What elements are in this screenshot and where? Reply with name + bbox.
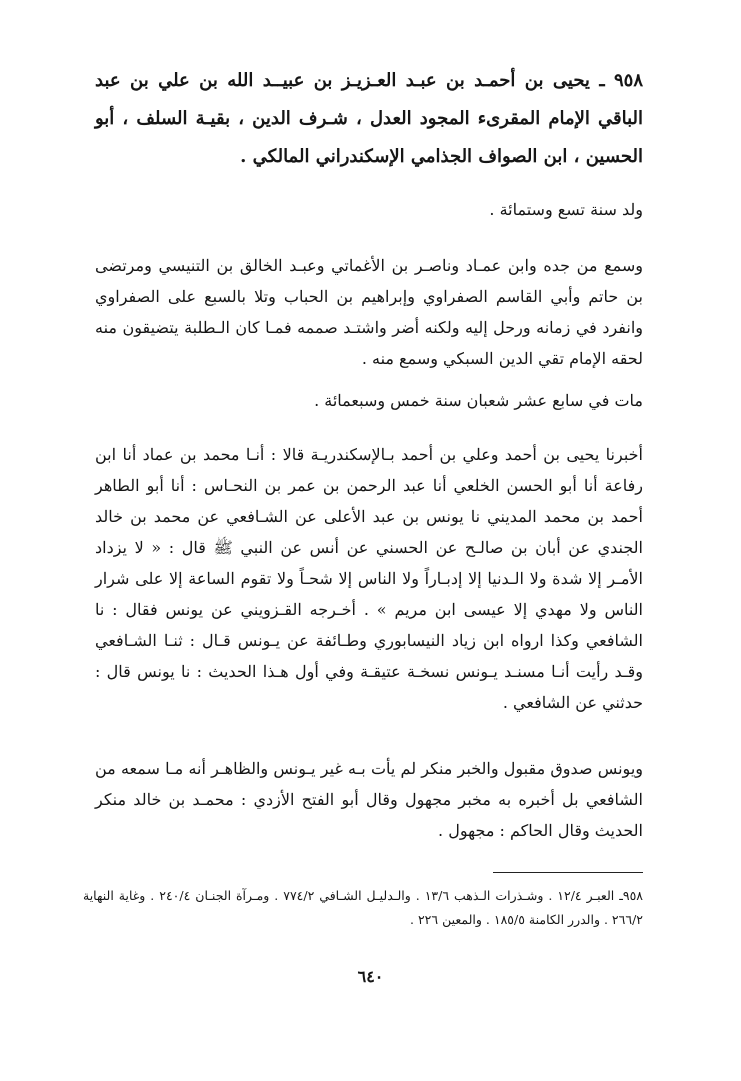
biography-paragraph: وسمع من جده وابن عمـاد وناصـر بن الأغماتي وعبـد الخالق بن التنيسي ومرتضى بن حاتم وأبي القاسم الصفراوي وإبراهيم بن الحباب وتلا بالسبع على الصفراوي وانفرد في زمانه ورحل إليه ولكنه أضر واشتـد صممه فمـا كان الـطلبة يتضيقون منه لحقه الإمام تقي الدين السبكي وسمع منه .: [95, 256, 643, 368]
entry-separator: ـ: [589, 70, 614, 91]
entry-heading-text: يحيى بن أحمـد بن عبـد العـزيـز بن عبيــد الله بن علي بن عبد الباقي الإمام المقرىء المجود العدل ، شـرف الدين ، بقيـة السلف ، أبو الحسين ، ابن الصواف الجذامي الإسكندراني المالكي .: [95, 70, 643, 167]
entry-number: ٩٥٨: [614, 70, 644, 91]
entry-heading: [95, 62, 643, 176]
death-line: مات في سابع عشر شعبان سنة خمس وسبعمائة .: [314, 391, 643, 410]
footnote-divider: [493, 872, 643, 873]
commentary-paragraph: ويونس صدوق مقبول والخبر منكر لم يأت بـه غير يـونس والظاهـر أنه مـا سمعه من الشافعي بل أخبره به مخبر مجهول وقال أبو الفتح الأزدي : محمـد بن خالد منكر الحديث وقال الحاكم : مجهول .: [95, 759, 644, 840]
hadith-paragraph: أخبرنا يحيى بن أحمد وعلي بن أحمد بـالإسكندريـة قالا : أنـا محمد بن عماد أنا ابن رفاعة أنا أبو الحسن الخلعي أنا عبد الرحمن بن عمر بن النحـاس : أنا أبو الطاهر أحمد بن محمد المديني نا يونس بن عبد الأعلى عن الشـافعي عن محمد بن خالد الجندي عن أبان بن صالـح عن الحسني عن أنس عن النبي ﷺ قال : « لا يزداد الأمـر إلا شدة ولا الـدنيا إلا إدبـاراً ولا الناس إلا شحـاً ولا تقوم الساعة إلا على شرار الناس ولا مهدي إلا عيسى ابن مريم » . أخـرجه القـزويني عن يونس فقال : نا الشافعي وكذا ارواه ابن زياد النيسابوري وطـائفة عن يـونس قـال : ثنـا الشـافعي وقـد رأيت أنـا مسنـد يـونس نسخـة عتيقـة وفي أول هـذا الحديث : نا يونس قال : حدثني عن الشافعي .: [95, 445, 643, 712]
footnote: ٩٥٨ـ العبـر ١٢/٤ . وشـذرات الـذهب ١٣/٦ . والـدليـل الشـافي ٧٧٤/٢ . ومـرآة الجنـان ٢٤٠/٤ . وغاية النهاية ٢٦٦/٢ . والدرر الكامنة ١٨٥/٥ . والمعين ٢٢٦ .: [83, 888, 644, 927]
page-number: ٦٤٠: [357, 967, 384, 986]
birth-line: ولد سنة تسع وستمائة .: [489, 200, 643, 219]
